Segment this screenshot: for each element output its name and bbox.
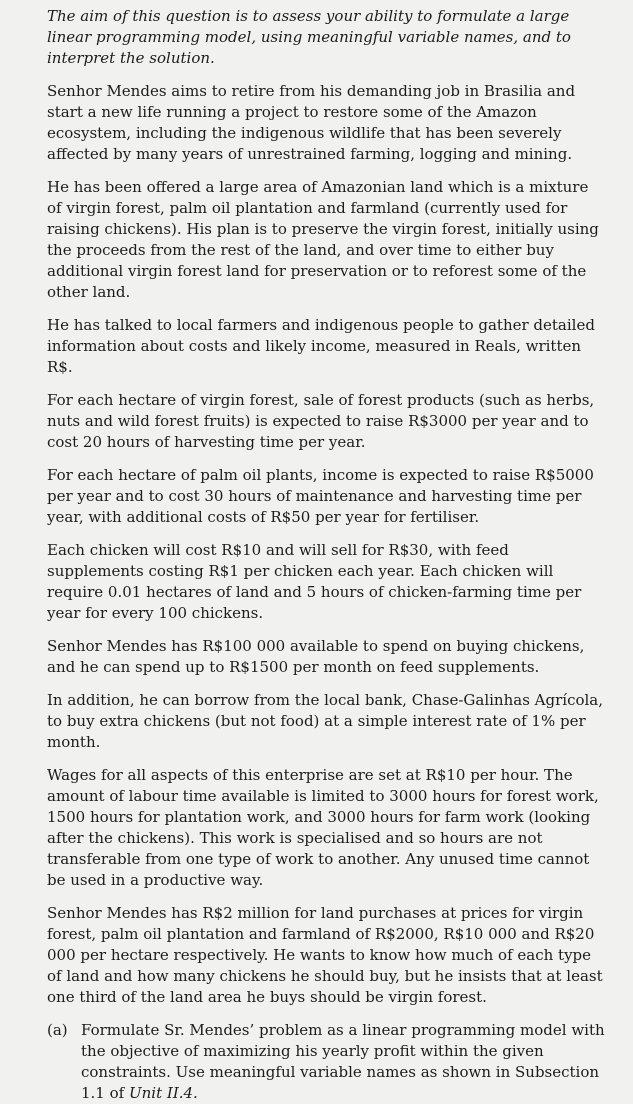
paragraph-palm-oil: For each hectare of palm oil plants, income is expected to raise R$5000 per year and to cost 30 hours of maintenance and harvesting time per year, with additional costs of R$50 per year for fertiliser.: [47, 466, 594, 526]
paragraph-land-offer: He has been offered a large area of Amazonian land which is a mixture of virgin forest, palm oil plantation and farmland (currently used for raising chickens). His plan is to preserve the virgin forest, initially using the proceeds from the rest of the land, and over time to either buy additional virgin forest land for preservation or to reforest some of the other land.: [47, 178, 599, 301]
unit-reference: Unit II.4.: [129, 1084, 198, 1102]
paragraph-retirement: Senhor Mendes aims to retire from his demanding job in Brasilia and start a new life running a project to restore some of the Amazon ecosystem, including the indigenous wildlife that has been severely affected by many years of unrestrained farming, logging and mining.: [47, 82, 576, 163]
paragraph-budget: Senhor Mendes has R$100 000 available to spend on buying chickens, and he can spend up to R$1500 per month on feed supplements.: [47, 637, 585, 676]
paragraph-virgin-forest: For each hectare of virgin forest, sale of forest products (such as herbs, nuts and wild forest fruits) is expected to raise R$3000 per year and to cost 20 hours of harvesting time per year.: [47, 391, 595, 451]
paragraph-wages: Wages for all aspects of this enterprise are set at R$10 per hour. The amount of labour time available is limited to 3000 hours for forest work, 1500 hours for plantation work, and 3000 hours for farm work (looking after the chickens). This work is specialised and so hours are not transferable from one type of work to another. Any unused time cannot be used in a productive way.: [47, 766, 599, 889]
question-a-text-block: [81, 1020, 607, 1104]
paragraph-information: He has talked to local farmers and indigenous people to gather detailed information about costs and likely income, measured in Reals, written R$.: [47, 316, 595, 376]
paragraph-land-purchase: Senhor Mendes has R$2 million for land purchases at prices for virgin forest, palm oil plantation and farmland of R$2000, R$10 000 and R$20 000 per hectare respectively. He wants to know how much of each type of land and how many chickens he should buy, but he insists that at least one third of the land area he buys should be virgin forest.: [47, 904, 603, 1006]
question-a-text: Formulate Sr. Mendes’ problem as a linear programming model with the objective of maximizing his yearly profit within the given constraints. Use meaningful variable names as shown in Subsection 1.1 of: [81, 1021, 605, 1102]
paragraph-chickens: Each chicken will cost R$10 and will sell for R$30, with feed supplements costing R$1 per chicken each year. Each chicken will require 0.01 hectares of land and 5 hours of chicken-farming time per year for every 100 chickens.: [47, 541, 582, 622]
question-a-label: (a): [47, 1021, 68, 1039]
document-page: [47, 6, 607, 1104]
intro-paragraph: The aim of this question is to assess your ability to formulate a large linear programming model, using meaningful variable names, and to interpret the solution.: [47, 7, 571, 67]
paragraph-bank-loan: In addition, he can borrow from the local bank, Chase-Galinhas Agrícola, to buy extra chickens (but not food) at a simple interest rate of 1% per month.: [47, 691, 604, 751]
question-a: [47, 1020, 607, 1104]
